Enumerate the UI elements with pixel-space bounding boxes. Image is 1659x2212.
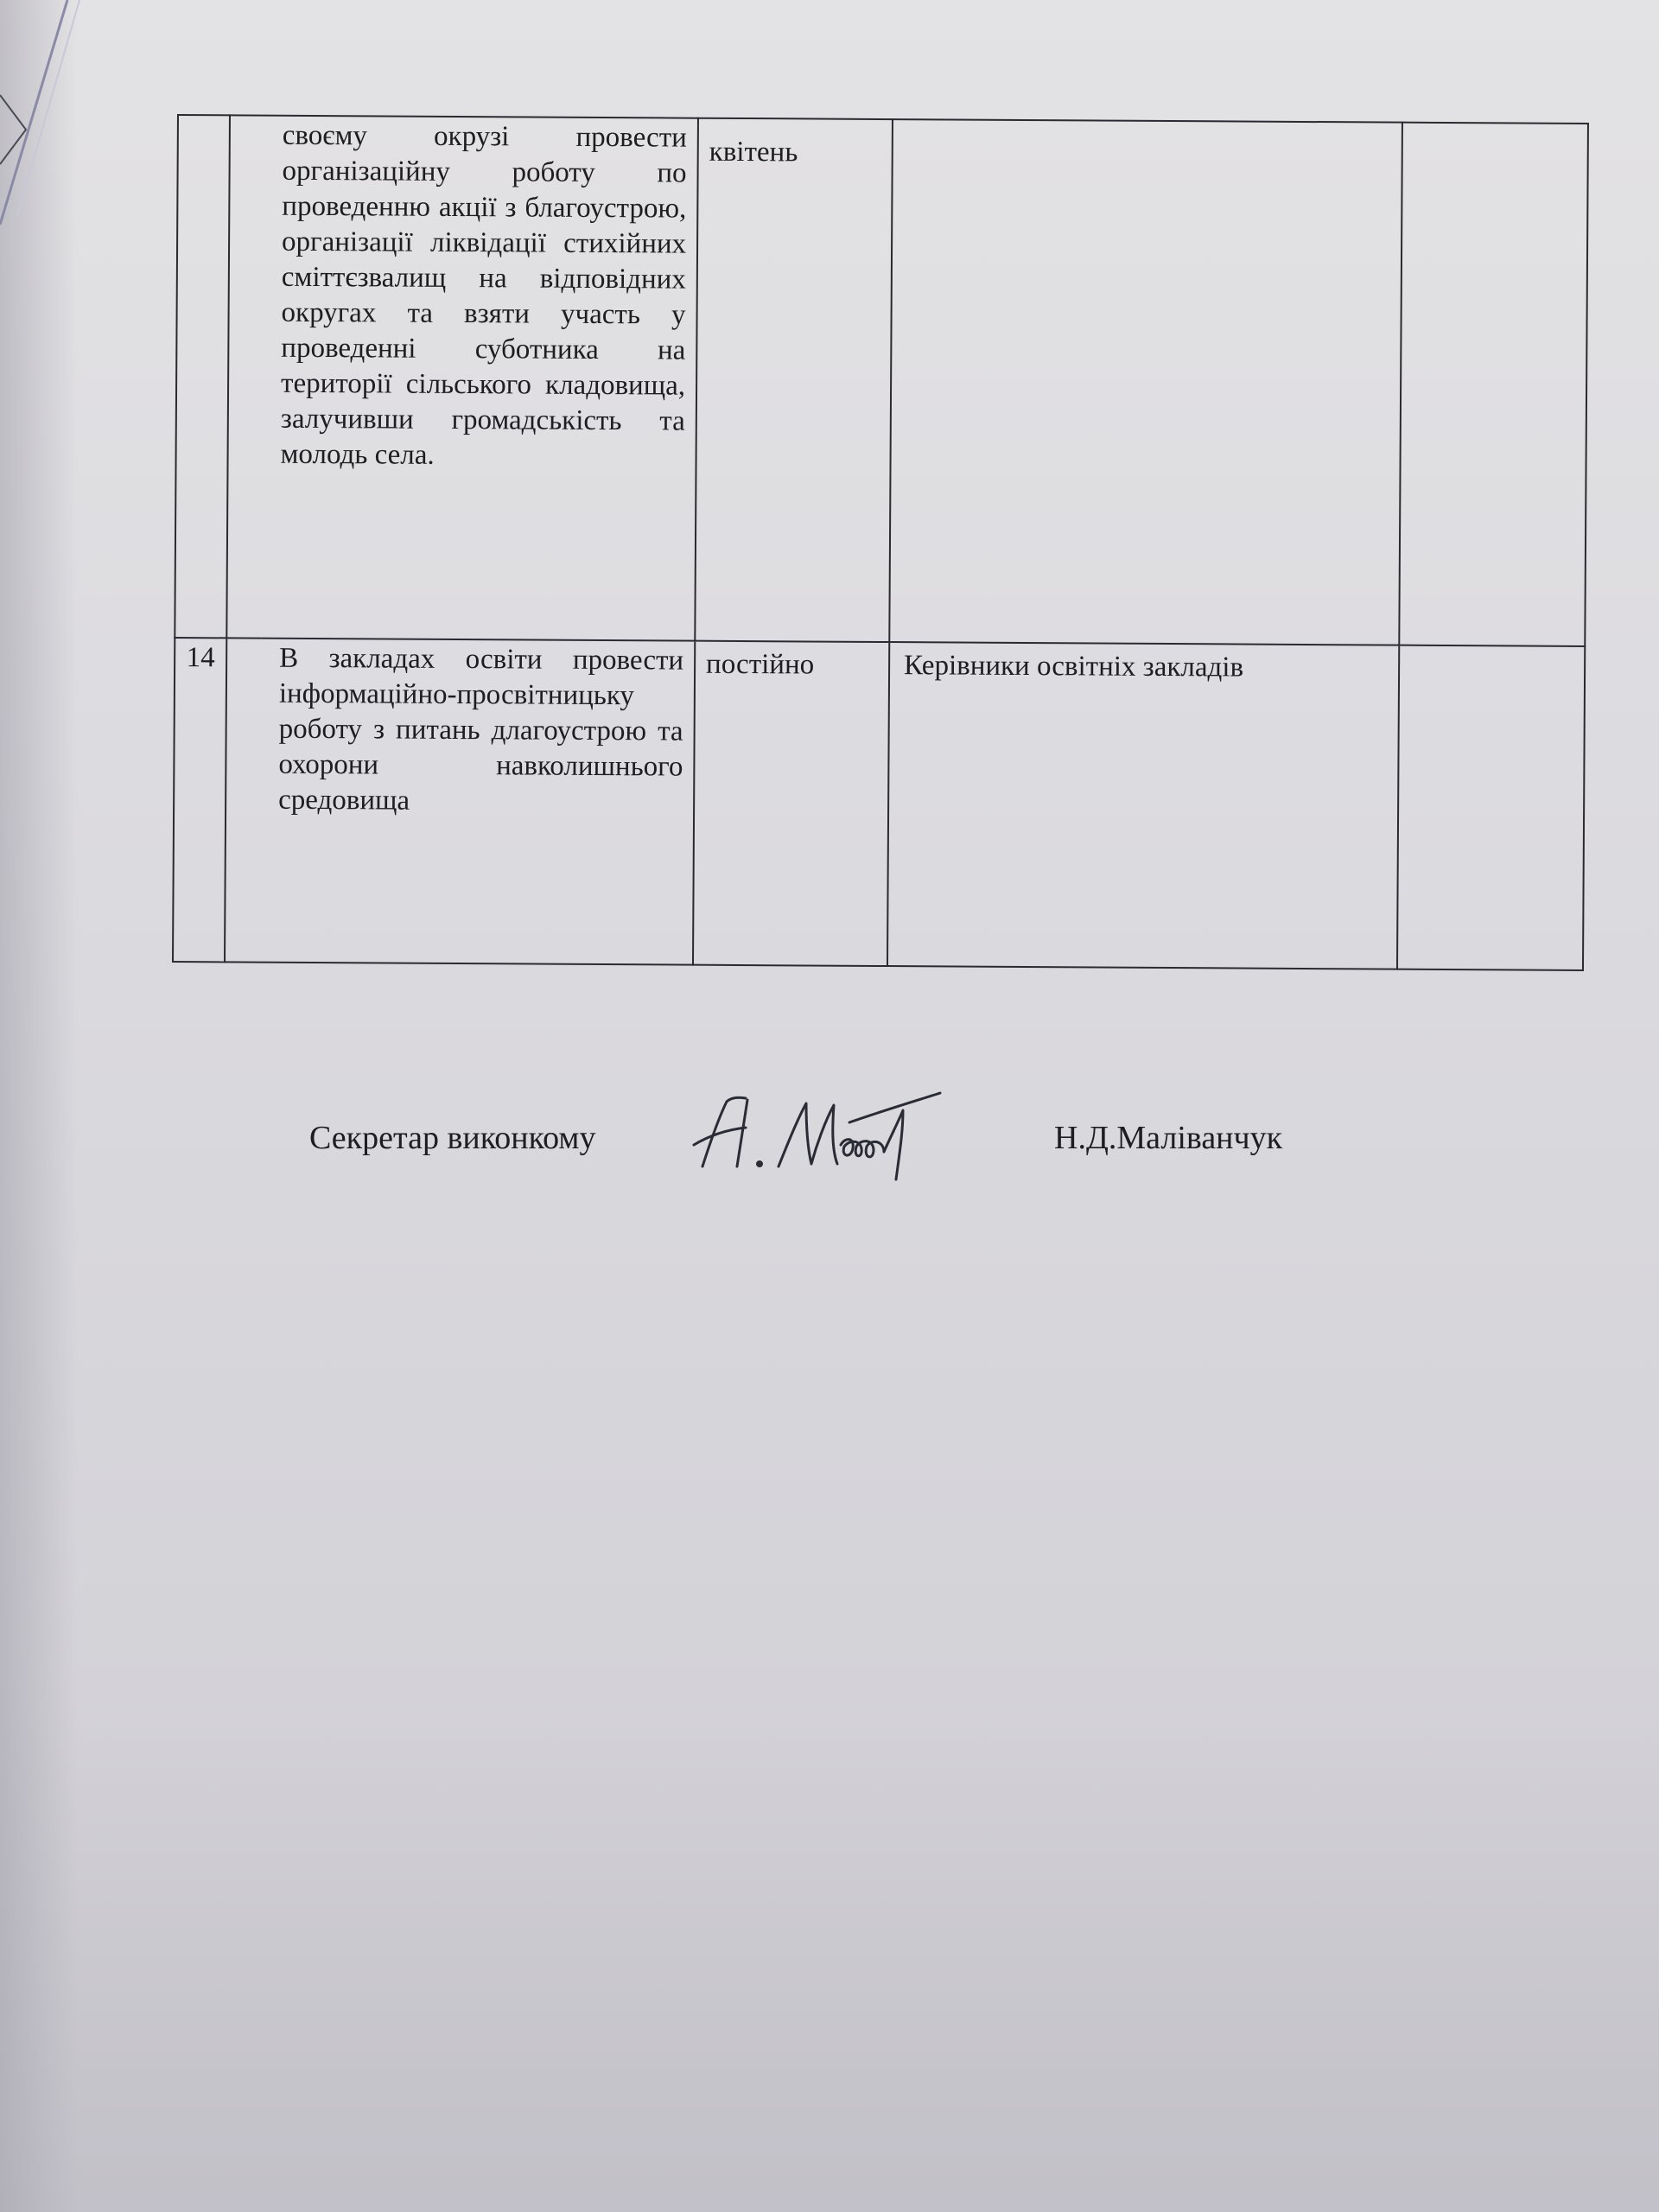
signatory-name: Н.Д.Маліванчук: [1054, 1120, 1283, 1156]
row-number: 14: [173, 638, 226, 962]
row-number: [175, 115, 230, 638]
row-responsible: Керівники освітніх закладів: [887, 642, 1399, 969]
row-term: постійно: [693, 641, 889, 966]
row-note: [1397, 645, 1585, 970]
paper-edge-corner: [0, 0, 104, 276]
row-description: В закладах освіти провести інформаційно-просвітницьку роботу з питань длагоустрою та охорони навколишнього средовища: [225, 638, 695, 964]
row-responsible: [889, 119, 1402, 645]
signatory-title: Секретар виконкому: [309, 1120, 596, 1156]
plan-table: [172, 114, 1589, 971]
row-term: квітень: [695, 118, 893, 642]
page-shadow-bottom: [0, 1694, 1659, 2212]
signature-block: [309, 1084, 1433, 1205]
row-description: своєму окрузі провести організаційну роботу по проведенню акції з благоустрою, організації ліквідації стихійних сміттєзвалищ на відповідних округах та взяти участь у проведенні суботника на території сільського кладовища, залучивши громадськість та молодь села.: [226, 115, 698, 640]
table-row: [175, 115, 1588, 646]
row-note: [1399, 123, 1588, 646]
table-row: [173, 638, 1585, 970]
handwritten-signature: [677, 1084, 944, 1188]
